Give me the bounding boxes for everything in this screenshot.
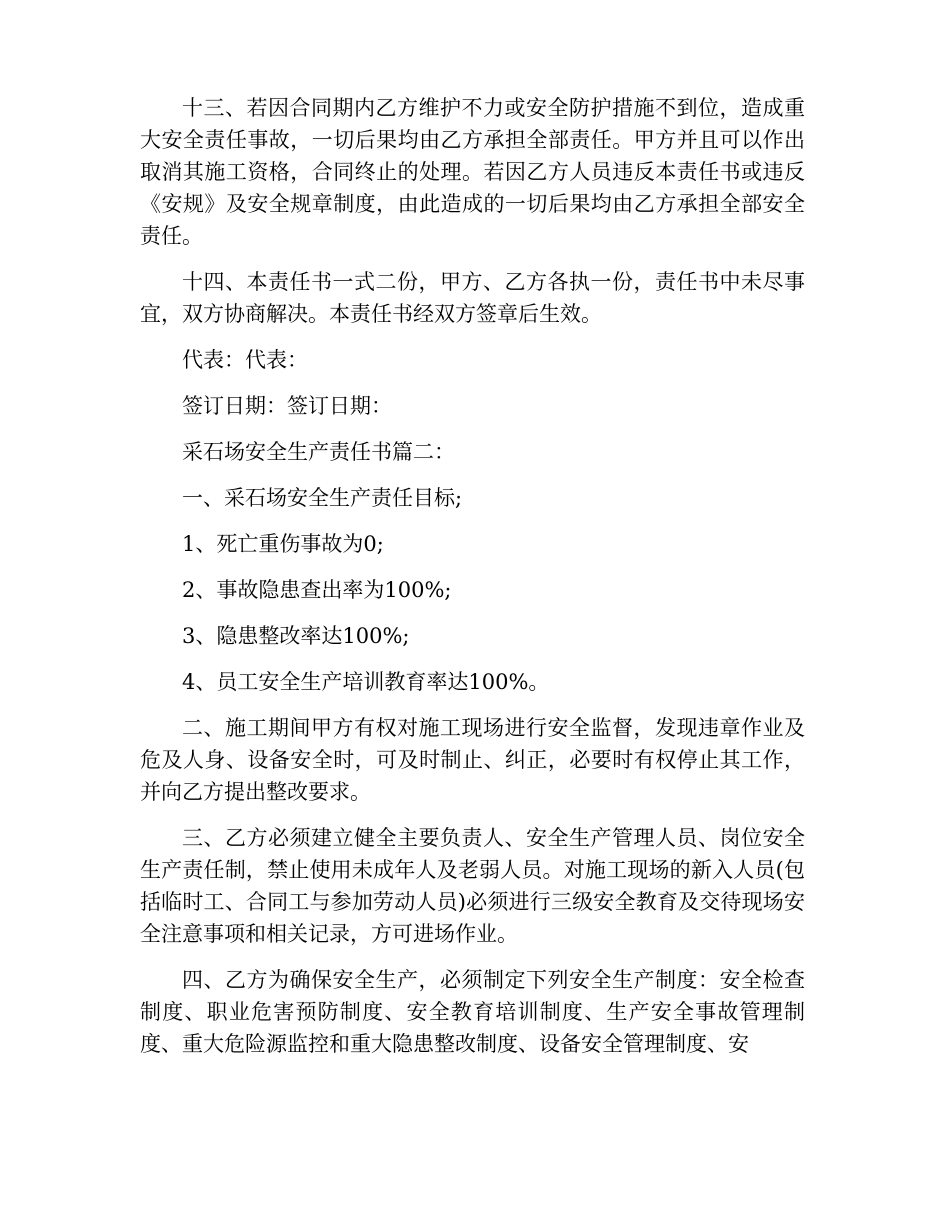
paragraph-4-safety-systems: 四、乙方为确保安全生产，必须制定下列安全生产制度：安全检查制度、职业危害预防制度、安全教育培训制度、生产安全事故管理制度、重大危险源监控和重大隐患整改制度、设备安全管理制度、安: [140, 968, 805, 1056]
paragraph-2-supervision: 二、施工期间甲方有权对施工现场进行安全监督，发现违章作业及危及人身、设备安全时，可及时制止、纠正，必要时有权停止其工作，并向乙方提出整改要求。: [140, 716, 805, 804]
goal-item-1: 1、死亡重伤事故为0;: [182, 532, 384, 556]
paragraph-1-goals: 一、采石场安全生产责任目标;: [182, 486, 463, 510]
document-body: [140, 92, 805, 1074]
paragraph-13-accident-liability: 十三、若因合同期内乙方维护不力或安全防护措施不到位，造成重大安全责任事故，一切后果均由乙方承担全部责任。甲方并且可以作出取消其施工资格，合同终止的处理。若因乙方人员违反本责任书或违反《安规》及安全规章制度，由此造成的一切后果均由乙方承担全部安全责任。: [140, 96, 805, 248]
paragraph-14-copies: 十四、本责任书一式二份，甲方、乙方各执一份，责任书中未尽事宜，双方协商解决。本责任书经双方签章后生效。: [140, 270, 805, 326]
goal-item-2: 2、事故隐患查出率为100%;: [182, 578, 452, 602]
section-heading-part-two: 采石场安全生产责任书篇二：: [182, 440, 455, 464]
paragraph-3-responsibility-system: 三、乙方必须建立健全主要负责人、安全生产管理人员、岗位安全生产责任制，禁止使用未成年人及老弱人员。对施工现场的新入人员(包括临时工、合同工与参加劳动人员)必须进行三级安全教育及交待现场安全注意事项和相关记录，方可进场作业。: [140, 826, 805, 946]
representative-line: 代表：代表：: [182, 348, 308, 372]
goal-item-4: 4、员工安全生产培训教育率达100%。: [182, 670, 550, 694]
signing-date-line: 签订日期：签订日期：: [182, 394, 392, 418]
goal-item-3: 3、隐患整改率达100%;: [182, 624, 410, 648]
